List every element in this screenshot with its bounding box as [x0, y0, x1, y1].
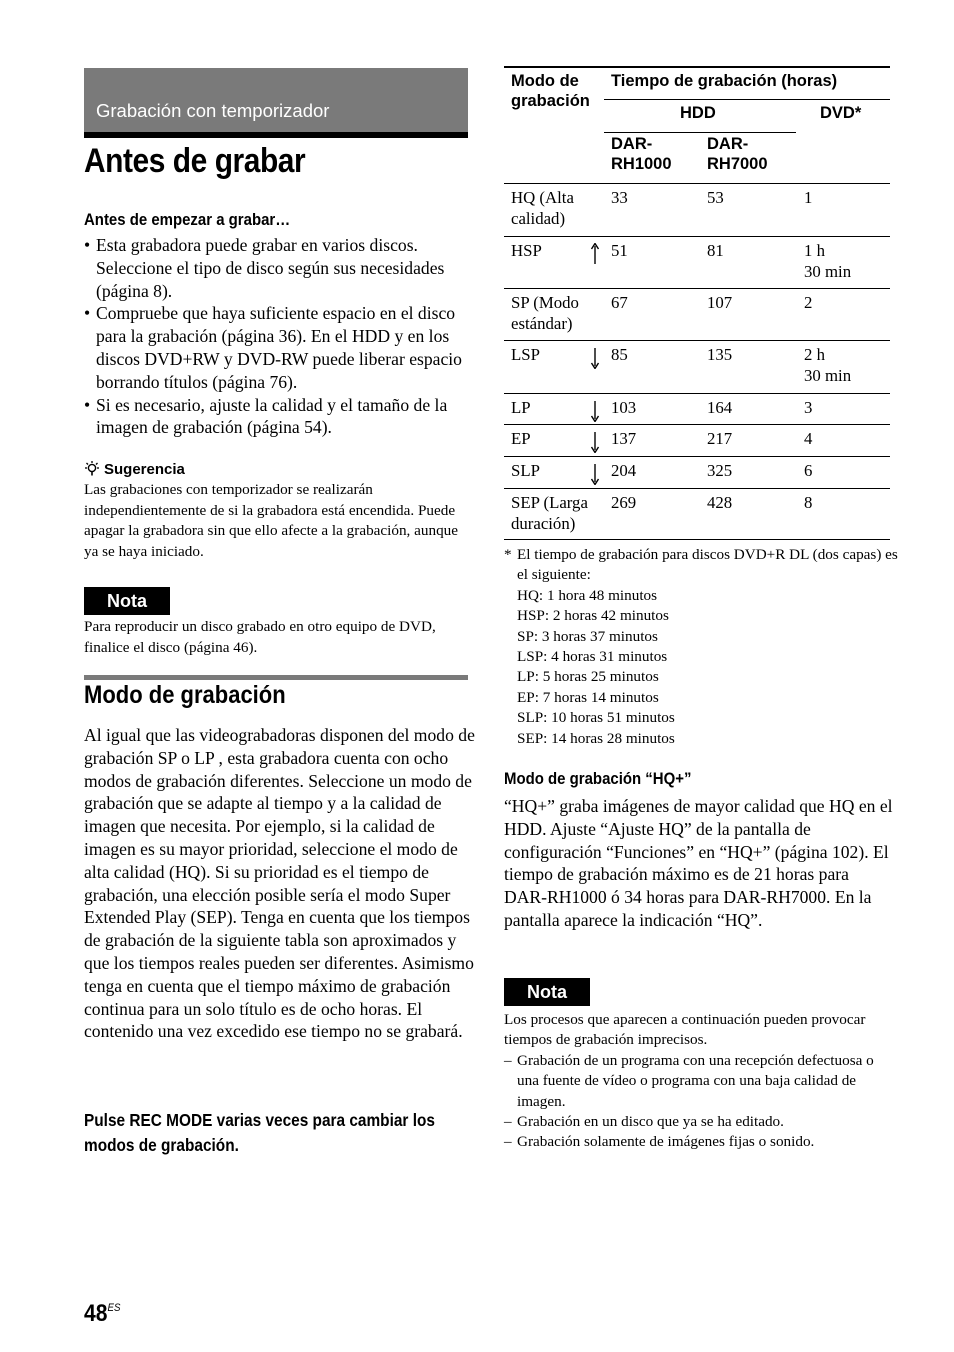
nota-text: [504, 1010, 894, 1153]
footnote-line: SEP: 14 horas 28 minutos: [517, 729, 675, 747]
cell-mode: LSP: [511, 345, 540, 364]
footnote-intro: El tiempo de grabación para discos DVD+R DL (dos capas) es el siguiente:: [517, 546, 898, 584]
footnote-line: LP: 5 horas 25 minutos: [517, 668, 659, 686]
cell-dvd: 4: [804, 429, 813, 448]
table-row: [504, 457, 890, 489]
section-rule: [84, 132, 468, 138]
arrow-down-icon: [590, 463, 600, 485]
cell-rh1000: 204: [611, 461, 637, 480]
table-row: [504, 237, 890, 289]
cell-rh1000: 269: [611, 493, 637, 512]
cell-rh1000: 103: [611, 398, 637, 417]
arrow-down-icon: [590, 400, 600, 422]
section-label: Grabación con temporizador: [96, 100, 330, 121]
cell-rh1000: 67: [611, 293, 628, 312]
cell-dvd: 1 h 30 min: [804, 241, 852, 281]
before-bullet-list: [84, 234, 474, 439]
page-number: [84, 1300, 120, 1328]
table-row: [504, 341, 890, 394]
table-row: [504, 394, 890, 425]
footnote-line: HSP: 2 horas 42 minutos: [517, 607, 669, 625]
before-heading: Antes de empezar a grabar…: [84, 210, 291, 229]
table-header-hdd: HDD: [680, 104, 716, 122]
cell-rh1000: 85: [611, 345, 628, 364]
cell-dvd: 8: [804, 493, 813, 512]
nota-intro: Los procesos que aparecen a continuación pueden provocar tiempos de grabación imprecisos.: [504, 1011, 866, 1049]
tip-text: Las grabaciones con temporizador se realizarán independientemente de si la grabadora está encendida. Puede apagar la grabadora sin que ello afecte a la grabación, aunque ya se haya iniciado.: [84, 481, 459, 560]
cell-mode: SEP (Larga duración): [511, 493, 588, 533]
section-title: Modo de grabación: [84, 681, 286, 709]
cell-rh7000: 135: [707, 345, 733, 364]
cell-rh7000: 81: [707, 241, 724, 260]
page-number-value: 48: [84, 1300, 108, 1327]
cell-rh1000: 51: [611, 241, 628, 260]
hq-heading: Modo de grabación “HQ+”: [504, 769, 692, 788]
table-row: [504, 184, 890, 237]
cell-rh1000: 33: [611, 188, 628, 207]
bullet-item: • Esta grabadora puede grabar en varios discos. Seleccione el tipo de disco según sus necesidades (página 8).: [84, 234, 474, 302]
cell-rh7000: 53: [707, 188, 724, 207]
lightbulb-icon: [84, 460, 100, 476]
footnote-star: *: [504, 546, 512, 563]
nota-item: – Grabación en un disco que ya se ha editado.: [504, 1112, 894, 1132]
arrow-up-icon: [590, 243, 600, 265]
cell-rh7000: 325: [707, 461, 733, 480]
cell-rh1000: 137: [611, 429, 637, 448]
table-header-dvd: DVD*: [820, 104, 862, 122]
footnote-line: LSP: 4 horas 31 minutos: [517, 648, 668, 666]
section-band: [84, 68, 468, 132]
tip-label: Sugerencia: [104, 461, 185, 478]
table-rule: [604, 99, 890, 100]
footnote: [504, 545, 904, 749]
cell-rh7000: 217: [707, 429, 733, 448]
bullet-item: • Compruebe que haya suficiente espacio en el disco para la grabación (página 36). En el HDD y en los discos DVD+RW y DVD-RW puede liberar espacio borrando títulos (página 76).: [84, 302, 474, 393]
cell-dvd: 2: [804, 293, 813, 312]
nota-text: Para reproducir un disco grabado en otro equipo de DVD, finalice el disco (página 46).: [84, 618, 436, 656]
nota-badge: Nota: [504, 978, 590, 1006]
footnote-line: EP: 7 horas 14 minutos: [517, 688, 659, 706]
cell-mode: HQ (Alta calidad): [511, 188, 574, 228]
cell-rh7000: 428: [707, 493, 733, 512]
footnote-line: SLP: 10 horas 51 minutos: [517, 709, 675, 727]
nota-badge: Nota: [84, 587, 170, 615]
table-header-rh7000: DAR- RH7000: [707, 135, 768, 173]
page-title: Antes de grabar: [84, 142, 306, 180]
arrow-down-icon: [590, 347, 600, 369]
nota-item: – Grabación solamente de imágenes fijas o sonido.: [504, 1132, 894, 1152]
table-header-rh1000: DAR- RH1000: [611, 135, 672, 173]
bullet-item: • Si es necesario, ajuste la calidad y el tamaño de la imagen de grabación (página 54).: [84, 394, 474, 440]
cell-rh7000: 164: [707, 398, 733, 417]
cell-mode: LP: [511, 398, 531, 417]
cell-mode: HSP: [511, 241, 542, 260]
footnote-line: HQ: 1 hora 48 minutos: [517, 586, 658, 604]
table-header-mode: Modo de grabación: [511, 72, 590, 110]
cell-mode: SLP: [511, 461, 540, 480]
cell-mode: EP: [511, 429, 531, 448]
modo-paragraph: Al igual que las videograbadoras disponen del modo de grabación SP o LP , esta grabadora cuenta con ocho modos de grabación diferentes. Seleccione un modo de grabación que se adapte al tiempo y a la calidad de imagen que necesita. Por ejemplo, si la calidad de imagen es su mayor prioridad, seleccione el modo de alta calidad (HQ). Si su prioridad es el tiempo de grabación, una elección posible sería el modo Super Extended Play (SEP). Tenga en cuenta que los tiempos de grabación de la siguiente tabla son aproximados y que los tiempos reales pueden ser diferentes. Asimismo tenga en cuenta que el tiempo máximo de grabación continua para un solo título es de ocho horas. El contenido una vez excedido ese tiempo no se grabará.: [84, 725, 475, 1042]
tip-heading: [84, 460, 185, 478]
nota-item: – Grabación de un programa con una recepción defectuosa o una fuente de vídeo o programa con una baja calidad de imagen.: [504, 1051, 894, 1112]
table-header-time: Tiempo de grabación (horas): [611, 72, 838, 90]
table-top-rule: [504, 66, 890, 68]
cell-dvd: 6: [804, 461, 813, 480]
table-row: [504, 489, 890, 540]
page-lang-suffix: ES: [107, 1302, 121, 1314]
table-row: [504, 289, 890, 341]
arrow-down-icon: [590, 431, 600, 453]
instruction-text: Pulse REC MODE varias veces para cambiar los modos de grabación.: [84, 1110, 435, 1155]
hq-paragraph: “HQ+” graba imágenes de mayor calidad que HQ en el HDD. Ajuste “Ajuste HQ” de la pantalla de configuración “Funciones” en “HQ+” (página 102). El tiempo de grabación máximo es de 21 horas para DAR-RH1000 ó 34 horas para DAR-RH7000. En la pantalla aparece la indicación “HQ”.: [504, 796, 893, 930]
table-rule: [504, 539, 890, 540]
table-row: [504, 425, 890, 457]
cell-mode: SP (Modo estándar): [511, 293, 579, 333]
cell-dvd: 1: [804, 188, 813, 207]
cell-dvd: 3: [804, 398, 813, 417]
cell-dvd: 2 h 30 min: [804, 345, 852, 385]
footnote-line: SP: 3 horas 37 minutos: [517, 627, 658, 645]
section-divider: [84, 675, 468, 680]
table-rule: [604, 132, 796, 133]
cell-rh7000: 107: [707, 293, 733, 312]
